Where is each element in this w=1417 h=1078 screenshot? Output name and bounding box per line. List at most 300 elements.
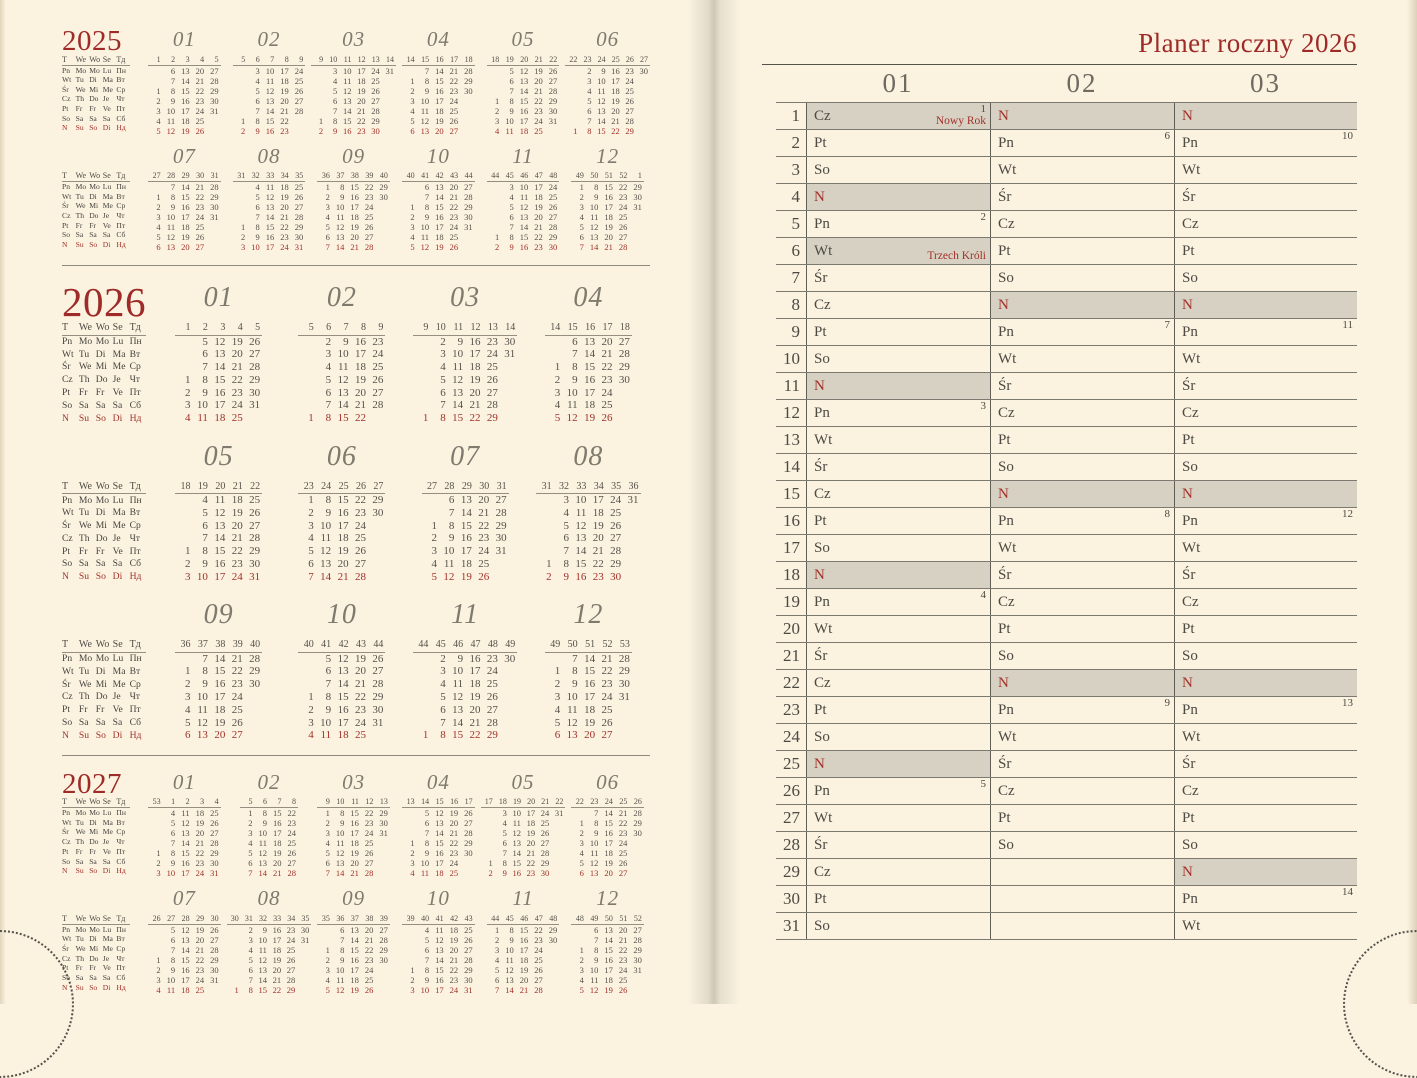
- month-2027-01: [142, 767, 227, 879]
- day-number: 28: [548, 222, 558, 232]
- day-number: 15: [350, 808, 359, 819]
- weekday-abbr: Пт: [116, 220, 126, 230]
- day-number: 5: [502, 828, 507, 839]
- day-number: 2: [185, 386, 191, 399]
- planner-row-30: [776, 886, 1357, 913]
- weekday-abbr: Wt: [62, 507, 74, 519]
- mini-calendar-2025-02: [233, 54, 306, 136]
- day-row: [298, 506, 385, 519]
- day-row: [571, 965, 644, 975]
- day-number: 26: [372, 373, 384, 386]
- day-number: [382, 96, 396, 106]
- mini-calendar-2026-10: [298, 638, 385, 742]
- planner-cell-02-16: [990, 508, 1174, 534]
- month-2026-10: [280, 594, 403, 742]
- day-row: [317, 182, 390, 193]
- day-row: [402, 106, 475, 116]
- day-number: [375, 212, 390, 222]
- planner-day-letter: Pn: [1182, 513, 1198, 529]
- day-number: 28: [464, 954, 473, 965]
- week-number: 29: [192, 913, 207, 924]
- weekday-abbr: Ve: [112, 545, 123, 557]
- month-2027-12: [565, 883, 650, 995]
- day-number: 12: [337, 652, 349, 665]
- day-row: [487, 232, 560, 242]
- day-number: 20: [214, 729, 226, 742]
- day-number: 10: [505, 115, 514, 126]
- day-number: 7: [572, 652, 578, 665]
- weekday-abbr: Fr: [78, 545, 88, 557]
- day-row: [545, 348, 632, 361]
- week-number: 33: [571, 480, 588, 494]
- mini-calendar-2025-08: [233, 171, 306, 253]
- day-number: 20: [618, 924, 628, 935]
- day-number: 4: [325, 838, 330, 849]
- planner-day-number: 1: [791, 106, 800, 125]
- day-number: 2: [240, 232, 246, 242]
- mini-calendar-2027-01: [148, 797, 221, 879]
- day-number: 25: [364, 212, 374, 222]
- day-number: 18: [449, 924, 459, 935]
- day-number: 30: [249, 386, 261, 399]
- day-row: [317, 985, 390, 995]
- day-number: 9: [262, 818, 267, 829]
- planner-cell-01-14: [806, 454, 990, 480]
- week-number: 17: [446, 54, 461, 65]
- day-row: [402, 975, 475, 985]
- weekday-abbr: Пн: [129, 336, 142, 348]
- weekday-abbr: Do: [95, 374, 108, 386]
- day-number: 16: [512, 868, 521, 879]
- day-number: 10: [452, 348, 464, 361]
- day-number: 6: [448, 494, 455, 507]
- planner-cell-01-2: [806, 130, 990, 156]
- day-row: [402, 985, 475, 995]
- day-number: 7: [308, 570, 314, 583]
- day-row: [233, 76, 306, 86]
- day-number: 24: [371, 65, 380, 76]
- week-number: 2: [163, 54, 178, 65]
- week-number-mark: 4: [980, 589, 986, 601]
- day-number: 22: [354, 412, 366, 425]
- week-numbers: [422, 480, 509, 494]
- mini-calendar-2026-04: [545, 321, 632, 425]
- day-number: 7: [448, 506, 455, 519]
- day-number: 23: [195, 858, 205, 869]
- week-number: 21: [227, 480, 244, 494]
- day-number: 21: [618, 808, 628, 819]
- weekday-abbr: Je: [112, 532, 121, 544]
- day-number: 4: [308, 532, 314, 545]
- weekday-abbr: Sa: [102, 856, 111, 866]
- day-number: [245, 691, 262, 704]
- weekday-abbr: We: [75, 84, 86, 94]
- day-number: [402, 955, 417, 965]
- day-number: 25: [618, 848, 628, 859]
- week-number: 51: [615, 913, 630, 924]
- day-number: 7: [325, 399, 332, 412]
- day-number: 8: [502, 858, 507, 869]
- day-number: 6: [424, 818, 430, 829]
- day-row: [402, 965, 475, 975]
- day-number: 8: [333, 115, 338, 126]
- day-number: 3: [440, 348, 446, 361]
- weekday-abbr: Ср: [116, 943, 126, 953]
- mini-calendar-2027-09: [317, 913, 390, 995]
- week-numbers: [240, 797, 298, 808]
- day-number: 15: [350, 944, 359, 955]
- week-number: 31: [536, 480, 553, 494]
- day-number: 31: [633, 202, 642, 212]
- day-row: [481, 868, 566, 878]
- month-2026-12: [527, 594, 650, 742]
- day-number: 10: [196, 570, 208, 583]
- day-number: 3: [494, 944, 500, 955]
- week-numbers: [413, 638, 517, 652]
- day-number: 5: [579, 984, 584, 995]
- day-number: 30: [379, 954, 388, 965]
- day-number: 30: [464, 974, 473, 985]
- day-number: [545, 965, 560, 975]
- day-number: 7: [202, 360, 208, 373]
- month-2025-07: [142, 141, 227, 253]
- day-number: 6: [325, 386, 332, 399]
- planner-cell-01-22: [806, 670, 990, 696]
- week-number: 11: [346, 797, 361, 808]
- day-number: 11: [590, 974, 599, 985]
- day-row: [227, 945, 312, 955]
- planner-day-letter: Pn: [998, 513, 1014, 529]
- day-number: 28: [633, 934, 642, 945]
- weekday-abbr: Je: [102, 953, 110, 963]
- planner-cell-02-21: [990, 643, 1174, 669]
- month-label: 07: [450, 440, 481, 472]
- day-number: 22: [354, 494, 366, 507]
- day-number: [636, 126, 650, 136]
- day-number: 17: [272, 828, 282, 839]
- day-number: 22: [357, 115, 366, 126]
- day-number: 4: [554, 399, 561, 412]
- day-number: 30: [372, 506, 384, 519]
- day-row: [298, 335, 385, 348]
- planner-cell-03-25: [1174, 751, 1357, 777]
- day-number: 1: [325, 944, 330, 955]
- week-number: 31: [491, 480, 508, 494]
- day-row: [175, 570, 262, 583]
- day-number: 30: [495, 532, 507, 545]
- day-number: [382, 76, 396, 86]
- day-number: 21: [526, 848, 536, 859]
- week-numbers: [545, 321, 632, 335]
- week-number: 49: [571, 171, 586, 182]
- planner-day-letter: Pt: [814, 891, 827, 907]
- day-number: 15: [435, 202, 444, 212]
- day-number: [375, 965, 390, 975]
- day-number: 2: [325, 818, 330, 829]
- day-number: 16: [604, 192, 613, 202]
- day-number: 12: [265, 192, 275, 202]
- day-row: [317, 808, 390, 819]
- day-number: 25: [601, 703, 613, 716]
- day-row: [571, 242, 644, 252]
- day-number: 22: [364, 944, 374, 955]
- day-number: 16: [265, 125, 275, 136]
- day-number: 5: [170, 818, 176, 829]
- day-number: [460, 232, 475, 242]
- month-label: 04: [426, 769, 450, 794]
- day-row: [402, 65, 475, 76]
- day-number: 25: [354, 729, 366, 742]
- month-2026-05: [157, 436, 280, 584]
- day-row: [402, 955, 475, 965]
- day-row: [565, 65, 650, 76]
- day-number: 9: [343, 335, 349, 348]
- planner-row-21: [776, 643, 1357, 670]
- day-number: 22: [469, 412, 481, 425]
- day-number: 13: [214, 519, 226, 532]
- week-word: We: [79, 321, 96, 335]
- week-number: 23: [298, 480, 315, 494]
- day-number: 6: [185, 729, 191, 742]
- day-number: 10: [589, 964, 599, 975]
- day-number: 12: [519, 202, 529, 212]
- day-row: [571, 955, 644, 965]
- day-number: 2: [579, 192, 584, 202]
- planner-cell-01-16: [806, 508, 990, 534]
- day-number: 5: [424, 808, 430, 819]
- week-number-mark: 2: [980, 211, 986, 223]
- day-number: 23: [364, 818, 374, 829]
- weekday-abbr: Fr: [78, 387, 88, 399]
- day-number: 14: [181, 182, 190, 192]
- planner-day-number: 15: [783, 484, 800, 503]
- day-number: 5: [410, 115, 415, 126]
- weekday-label-column: [62, 24, 142, 136]
- day-row: [422, 494, 509, 507]
- day-number: 18: [519, 954, 529, 965]
- day-number: 17: [519, 944, 529, 955]
- day-number: [402, 65, 417, 76]
- day-number: 3: [410, 858, 415, 869]
- day-row: [148, 975, 221, 985]
- week-numbers: [317, 797, 390, 808]
- day-number: 4: [325, 360, 332, 373]
- day-number: [298, 348, 315, 361]
- day-number: 24: [364, 964, 374, 975]
- weekday-abbr: Ср: [116, 201, 126, 211]
- planner-row-12: [776, 400, 1357, 427]
- day-number: 27: [548, 75, 558, 86]
- weekday-abbr: Śr: [62, 361, 71, 373]
- day-number: 24: [548, 182, 558, 192]
- day-row: [571, 858, 644, 868]
- week-number: 18: [495, 797, 509, 808]
- weekday-row: [62, 703, 146, 716]
- day-number: 10: [320, 716, 332, 729]
- day-number: 30: [300, 924, 310, 935]
- day-number: 21: [519, 984, 529, 995]
- week-number: 25: [608, 54, 622, 65]
- day-row: [298, 532, 385, 545]
- day-row: [565, 106, 650, 116]
- planner-day-letter: Śr: [998, 189, 1012, 205]
- day-number: 11: [336, 838, 345, 849]
- week-number: 39: [227, 638, 244, 652]
- day-number: 30: [249, 678, 261, 691]
- day-number: [206, 116, 221, 126]
- week-number: 41: [417, 171, 432, 182]
- day-row: [175, 716, 262, 729]
- day-number: 30: [610, 570, 622, 583]
- day-number: 10: [320, 519, 332, 532]
- day-number: 9: [509, 934, 514, 945]
- day-number: 8: [440, 412, 446, 425]
- day-number: 8: [448, 519, 455, 532]
- day-number: [636, 106, 650, 116]
- day-number: 21: [231, 652, 243, 665]
- day-number: 16: [337, 703, 349, 716]
- day-number: 24: [286, 934, 296, 945]
- day-number: 22: [354, 690, 366, 703]
- day-number: 27: [464, 944, 473, 955]
- day-number: 29: [464, 202, 473, 212]
- day-number: [175, 335, 192, 348]
- planner-day-letter: Śr: [1182, 189, 1196, 205]
- day-number: 9: [202, 557, 208, 570]
- week-number: 21: [530, 54, 545, 65]
- day-number: 23: [601, 678, 613, 691]
- week-numbers: [402, 797, 475, 808]
- week-number-mark: 11: [1342, 319, 1353, 331]
- day-number: 17: [611, 75, 620, 86]
- day-number: 3: [248, 934, 253, 945]
- planner-cell-01-24: [806, 724, 990, 750]
- week-word: Wo: [96, 638, 113, 652]
- weekday-abbr: Pt: [62, 220, 69, 230]
- planner-day-letter: N: [998, 486, 1009, 502]
- day-number: 3: [333, 65, 338, 76]
- planner-cell-03-10: [1174, 346, 1357, 372]
- day-number: 18: [460, 557, 472, 570]
- month-2025-06: [565, 24, 650, 136]
- day-number: 4: [185, 703, 191, 716]
- day-row: [175, 665, 262, 678]
- weekday-label-column: [62, 141, 142, 253]
- day-number: 14: [335, 868, 345, 879]
- planner-day-letter: Pn: [998, 135, 1014, 151]
- day-number: 1: [234, 984, 239, 995]
- weekday-abbr: Fr: [75, 846, 83, 856]
- day-number: 7: [255, 105, 260, 116]
- day-row: [298, 386, 385, 399]
- weekday-abbr: Do: [95, 691, 108, 703]
- day-number: 22: [231, 545, 243, 558]
- day-number: 16: [584, 678, 596, 691]
- year-2025-row: [62, 141, 650, 253]
- day-number: [422, 494, 439, 507]
- week-numbers: [487, 171, 560, 182]
- day-number: [500, 373, 517, 386]
- day-number: 23: [534, 242, 543, 252]
- day-number: 9: [572, 678, 578, 691]
- planner-cell-02-8: [990, 292, 1174, 318]
- day-number: 14: [604, 808, 613, 819]
- weekday-abbr: Do: [89, 210, 99, 220]
- day-number: 9: [502, 868, 507, 879]
- day-row: [175, 729, 262, 742]
- day-number: 26: [601, 716, 613, 729]
- day-number: 4: [587, 85, 592, 96]
- week-number: 45: [501, 913, 516, 924]
- day-number: 15: [265, 222, 275, 232]
- day-number: 5: [410, 242, 415, 252]
- day-row: [402, 818, 475, 828]
- day-number: 13: [519, 75, 529, 86]
- day-number: 9: [572, 373, 578, 386]
- day-number: 4: [440, 360, 446, 373]
- week-number: 5: [298, 321, 315, 335]
- day-number: 12: [435, 808, 444, 819]
- mini-calendar-2026-12: [545, 638, 632, 742]
- day-number: 3: [185, 570, 191, 583]
- day-number: 24: [478, 545, 490, 558]
- week-number: 9: [368, 321, 385, 335]
- weekday-abbr: Вт: [129, 348, 141, 360]
- planner-cell-01-25: [806, 751, 990, 777]
- day-number: 26: [618, 222, 628, 232]
- week-number: 9: [317, 797, 332, 808]
- day-number: 4: [325, 974, 330, 985]
- day-row: [233, 86, 306, 96]
- day-row: [227, 924, 312, 935]
- day-number: 11: [590, 848, 599, 859]
- weekday-abbr: N: [62, 239, 68, 249]
- planner-day-letter: Pt: [998, 243, 1011, 259]
- day-number: 30: [371, 125, 380, 136]
- day-number: 5: [325, 848, 330, 859]
- year-2027-row: [62, 767, 650, 879]
- day-number: 17: [214, 570, 226, 583]
- day-number: 26: [371, 85, 380, 96]
- day-number: [311, 65, 325, 76]
- month-2025-09: [311, 141, 396, 253]
- day-number: [175, 506, 192, 519]
- planner-row-7: [776, 265, 1357, 292]
- planner-cell-01-3: [806, 157, 990, 183]
- day-number: 29: [371, 115, 380, 126]
- weekday-abbr: Pn: [62, 65, 71, 75]
- day-number: 28: [210, 75, 219, 86]
- day-row: [317, 192, 390, 202]
- weekday-abbr: Cz: [62, 953, 71, 963]
- day-row: [298, 558, 385, 571]
- planner-cell-02-18: [990, 562, 1174, 588]
- day-number: 12: [335, 984, 345, 995]
- month-2026-07: [404, 436, 527, 584]
- day-number: 10: [335, 828, 345, 839]
- day-number: 28: [354, 570, 366, 583]
- day-row: [233, 96, 306, 106]
- day-row: [233, 116, 306, 126]
- weekday-abbr: Su: [78, 729, 90, 741]
- day-number: 14: [452, 399, 464, 412]
- week-number: 2: [177, 797, 192, 808]
- day-number: 11: [590, 212, 599, 222]
- weekday-abbr: Su: [78, 412, 90, 424]
- weekday-abbr: Чт: [129, 691, 140, 703]
- weekday-abbr: Di: [112, 729, 123, 741]
- planner-day-letter: Cz: [1182, 783, 1199, 799]
